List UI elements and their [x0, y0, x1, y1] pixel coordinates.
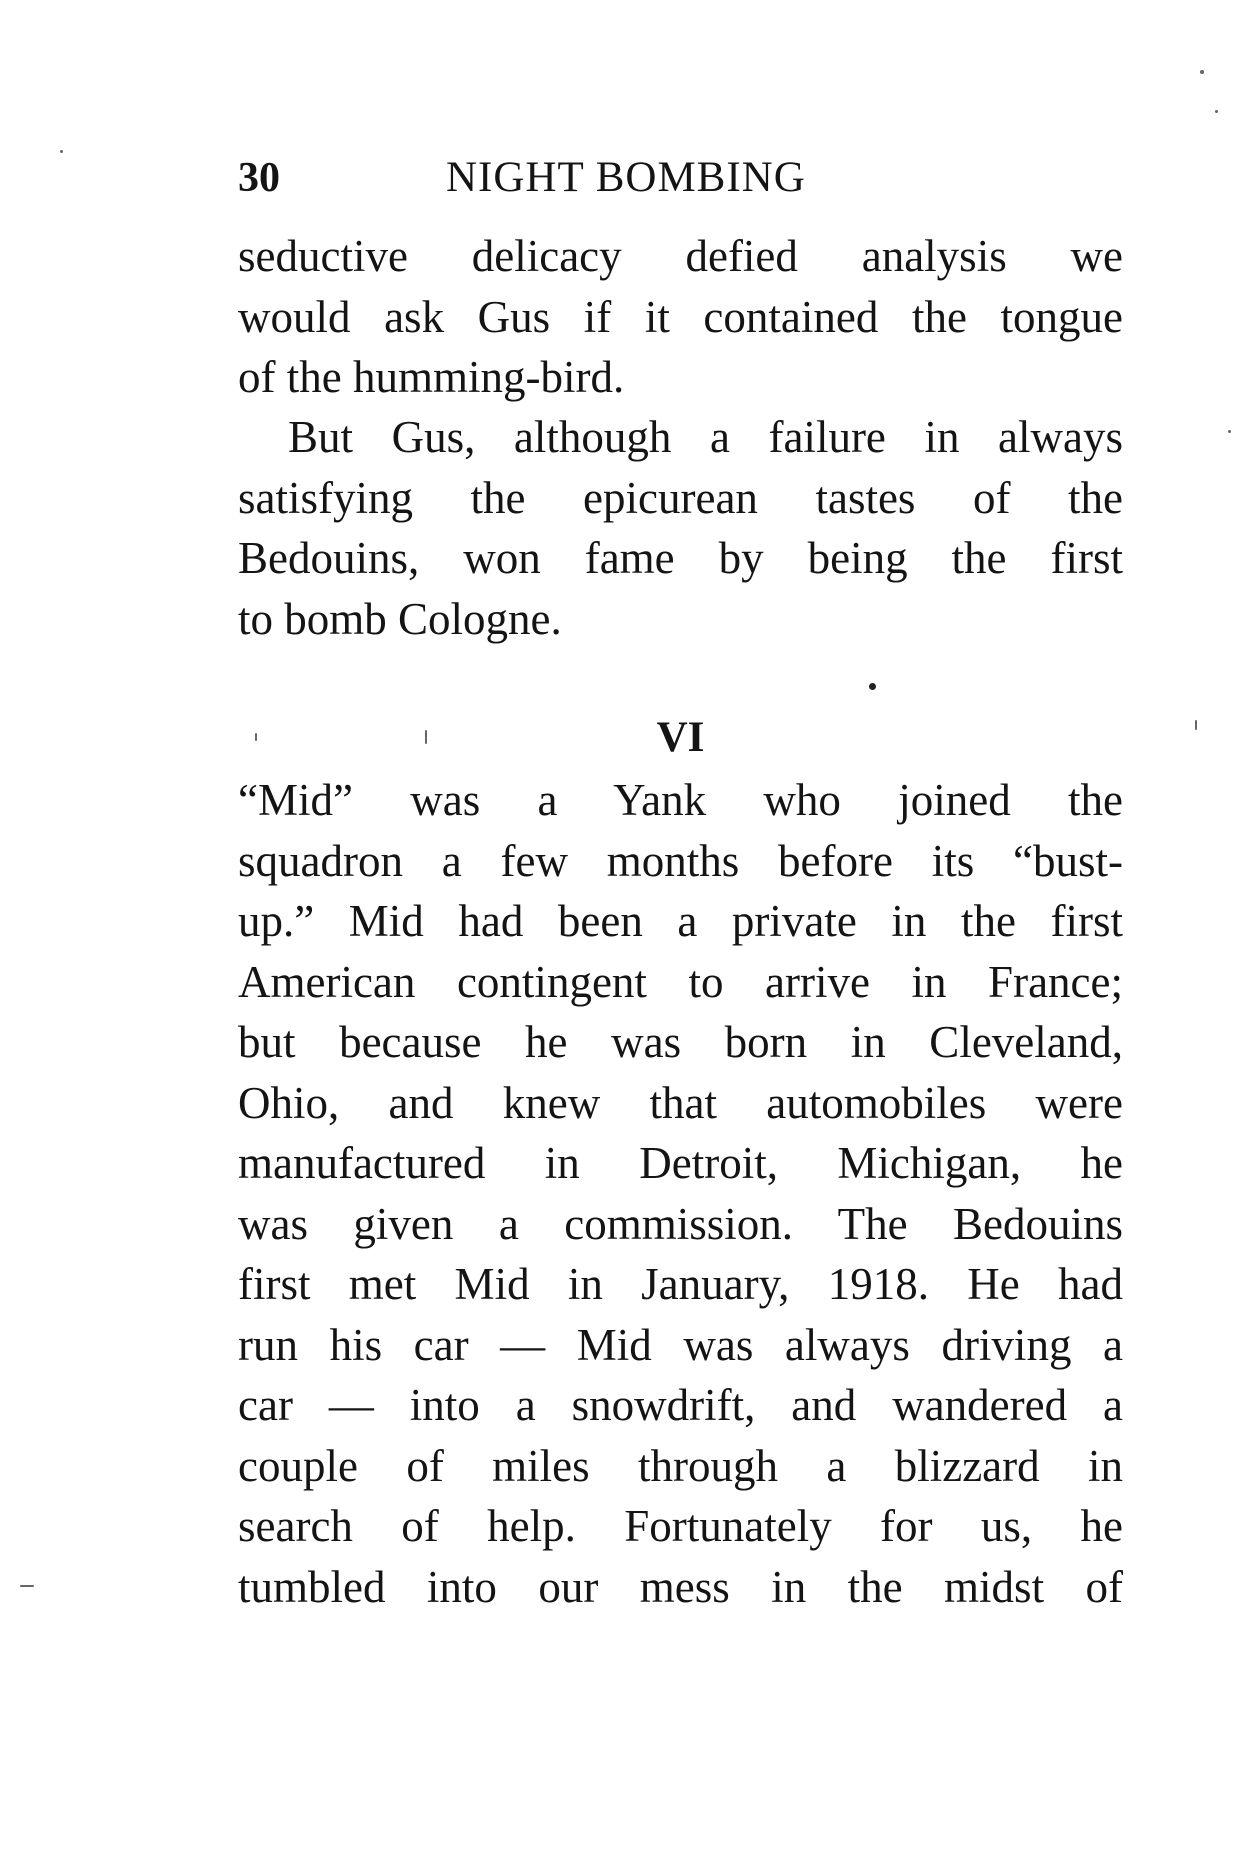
text-line: American contingent to arrive in France;	[238, 956, 1123, 1007]
text-line: first met Mid in January, 1918. He had	[238, 1259, 1123, 1309]
text-line: would ask Gus if it contained the tongue	[238, 291, 1123, 342]
page-number: 30	[238, 155, 280, 201]
paragraph-2	[238, 407, 1123, 649]
text-line: seductive delicacy defied analysis we	[238, 231, 1123, 281]
text-line: to bomb Cologne.	[238, 593, 562, 644]
section-heading: VI	[656, 714, 705, 761]
text-line: But Gus, although a failure in always	[288, 412, 1123, 462]
text-line: “Mid” was a Yank who joined the	[238, 775, 1123, 825]
ink-dot	[869, 683, 876, 690]
running-head: NIGHT BOMBING	[446, 154, 806, 201]
text-line: Ohio, and knew that automobiles were	[238, 1077, 1123, 1128]
text-line: couple of miles through a blizzard in	[238, 1440, 1123, 1491]
text-line: car — into a snowdrift, and wandered a	[238, 1380, 1123, 1430]
scan-speck	[255, 733, 257, 741]
text-line: search of help. Fortunately for us, he	[238, 1501, 1123, 1551]
paragraph-1	[238, 226, 1123, 408]
scan-speck	[60, 150, 63, 153]
section-body	[238, 770, 1123, 1617]
text-line: but because he was born in Cleveland,	[238, 1017, 1123, 1067]
scan-speck	[1195, 720, 1197, 730]
scan-speck	[1228, 430, 1231, 433]
text-line: up.” Mid had been a private in the first	[238, 896, 1123, 946]
text-line: manufactured in Detroit, Michigan, he	[238, 1138, 1123, 1188]
text-line: Bedouins, won fame by being the first	[238, 533, 1123, 583]
text-line: of the humming-bird.	[238, 352, 625, 402]
text-line: tumbled into our mess in the midst of	[238, 1561, 1123, 1612]
text-line: was given a commission. The Bedouins	[238, 1198, 1123, 1249]
text-line: squadron a few months before its “bust-	[238, 835, 1123, 886]
page-header	[238, 150, 938, 210]
text-line: run his car — Mid was always driving a	[238, 1319, 1123, 1370]
scan-speck	[1215, 110, 1218, 113]
scan-speck	[1200, 70, 1204, 74]
text-line: satisfying the epicurean tastes of the	[238, 472, 1123, 523]
scan-speck	[425, 730, 427, 744]
scan-speck	[20, 1585, 34, 1587]
